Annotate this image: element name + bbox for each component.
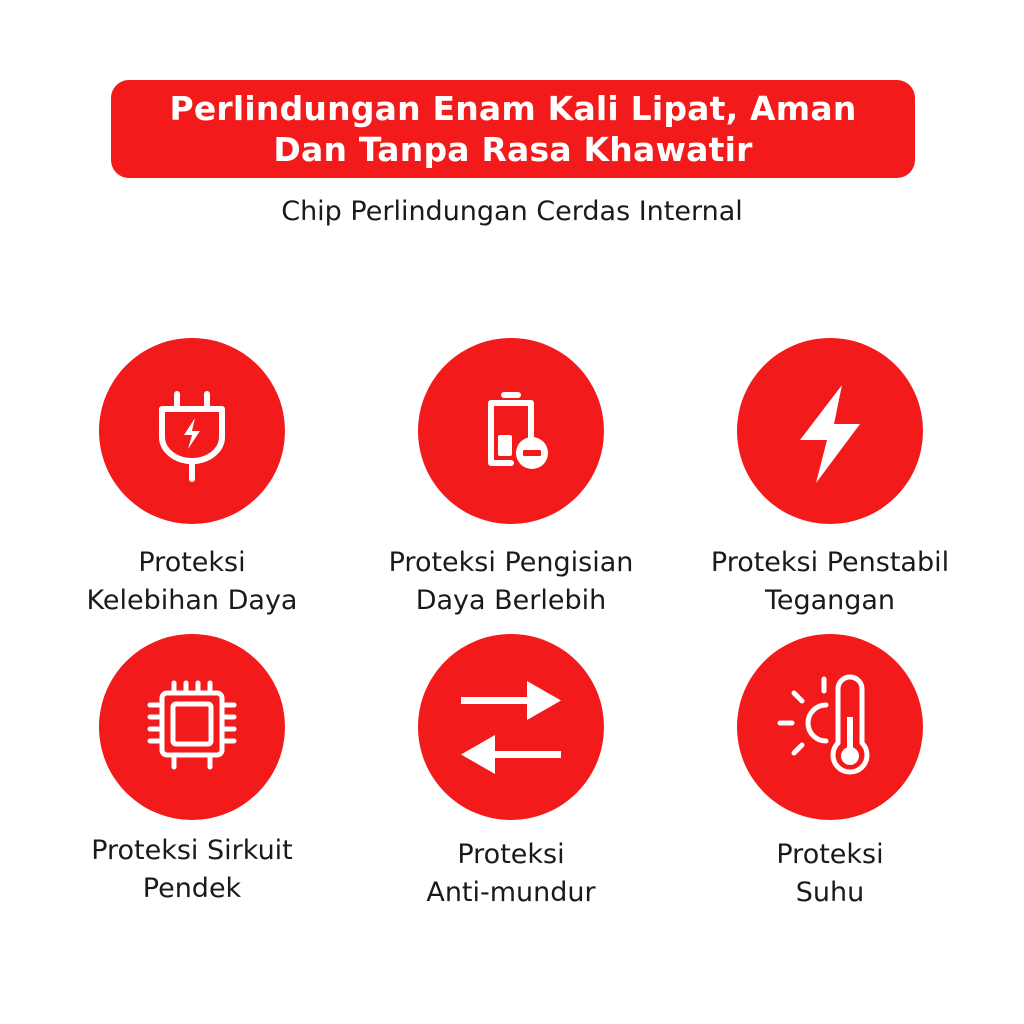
subtitle: Chip Perlindungan Cerdas Internal (281, 196, 743, 227)
feature-label-line-1: Proteksi (776, 839, 884, 870)
feature-label (426, 836, 595, 912)
feature-label-line-1: Proteksi (457, 839, 565, 870)
title-line-1: Perlindungan Enam Kali Lipat, Aman (169, 89, 857, 128)
icon-circle (418, 338, 604, 524)
feature-label-line-1: Proteksi Penstabil (710, 547, 950, 578)
title-line-2: Dan Tanpa Rasa Khawatir (273, 130, 753, 169)
feature-label-line-2: Anti-mundur (426, 877, 596, 908)
thermometer-sun-icon (770, 667, 890, 787)
feature-short-circuit-protection (27, 634, 357, 908)
feature-anti-reverse-protection (346, 634, 676, 912)
feature-label-line-2: Suhu (795, 877, 865, 908)
feature-label (91, 832, 293, 908)
chip-icon (132, 667, 252, 787)
power-plug-icon (132, 371, 252, 491)
title-banner (111, 80, 915, 178)
feature-overcharge-protection (346, 338, 676, 620)
icon-circle (737, 338, 923, 524)
feature-label (87, 544, 298, 620)
icon-circle (418, 634, 604, 820)
feature-label (711, 544, 949, 620)
icon-circle (99, 634, 285, 820)
feature-label (776, 836, 883, 912)
battery-overcharge-icon (451, 371, 571, 491)
lightning-bolt-icon (770, 371, 890, 491)
feature-overpower-protection (27, 338, 357, 620)
feature-label-line-1: Proteksi (138, 547, 246, 578)
feature-label-line-2: Tegangan (764, 585, 896, 616)
feature-label (389, 544, 634, 620)
feature-label-line-1: Proteksi Sirkuit (91, 835, 293, 866)
feature-label-line-2: Daya Berlebih (415, 585, 607, 616)
feature-voltage-stabilizer-protection (665, 338, 995, 620)
feature-label-line-2: Kelebihan Daya (86, 585, 298, 616)
feature-label-line-1: Proteksi Pengisian (388, 547, 634, 578)
feature-label-line-2: Pendek (142, 873, 242, 904)
feature-temperature-protection (665, 634, 995, 912)
icon-circle (737, 634, 923, 820)
bidirectional-arrows-icon (451, 667, 571, 787)
icon-circle (99, 338, 285, 524)
